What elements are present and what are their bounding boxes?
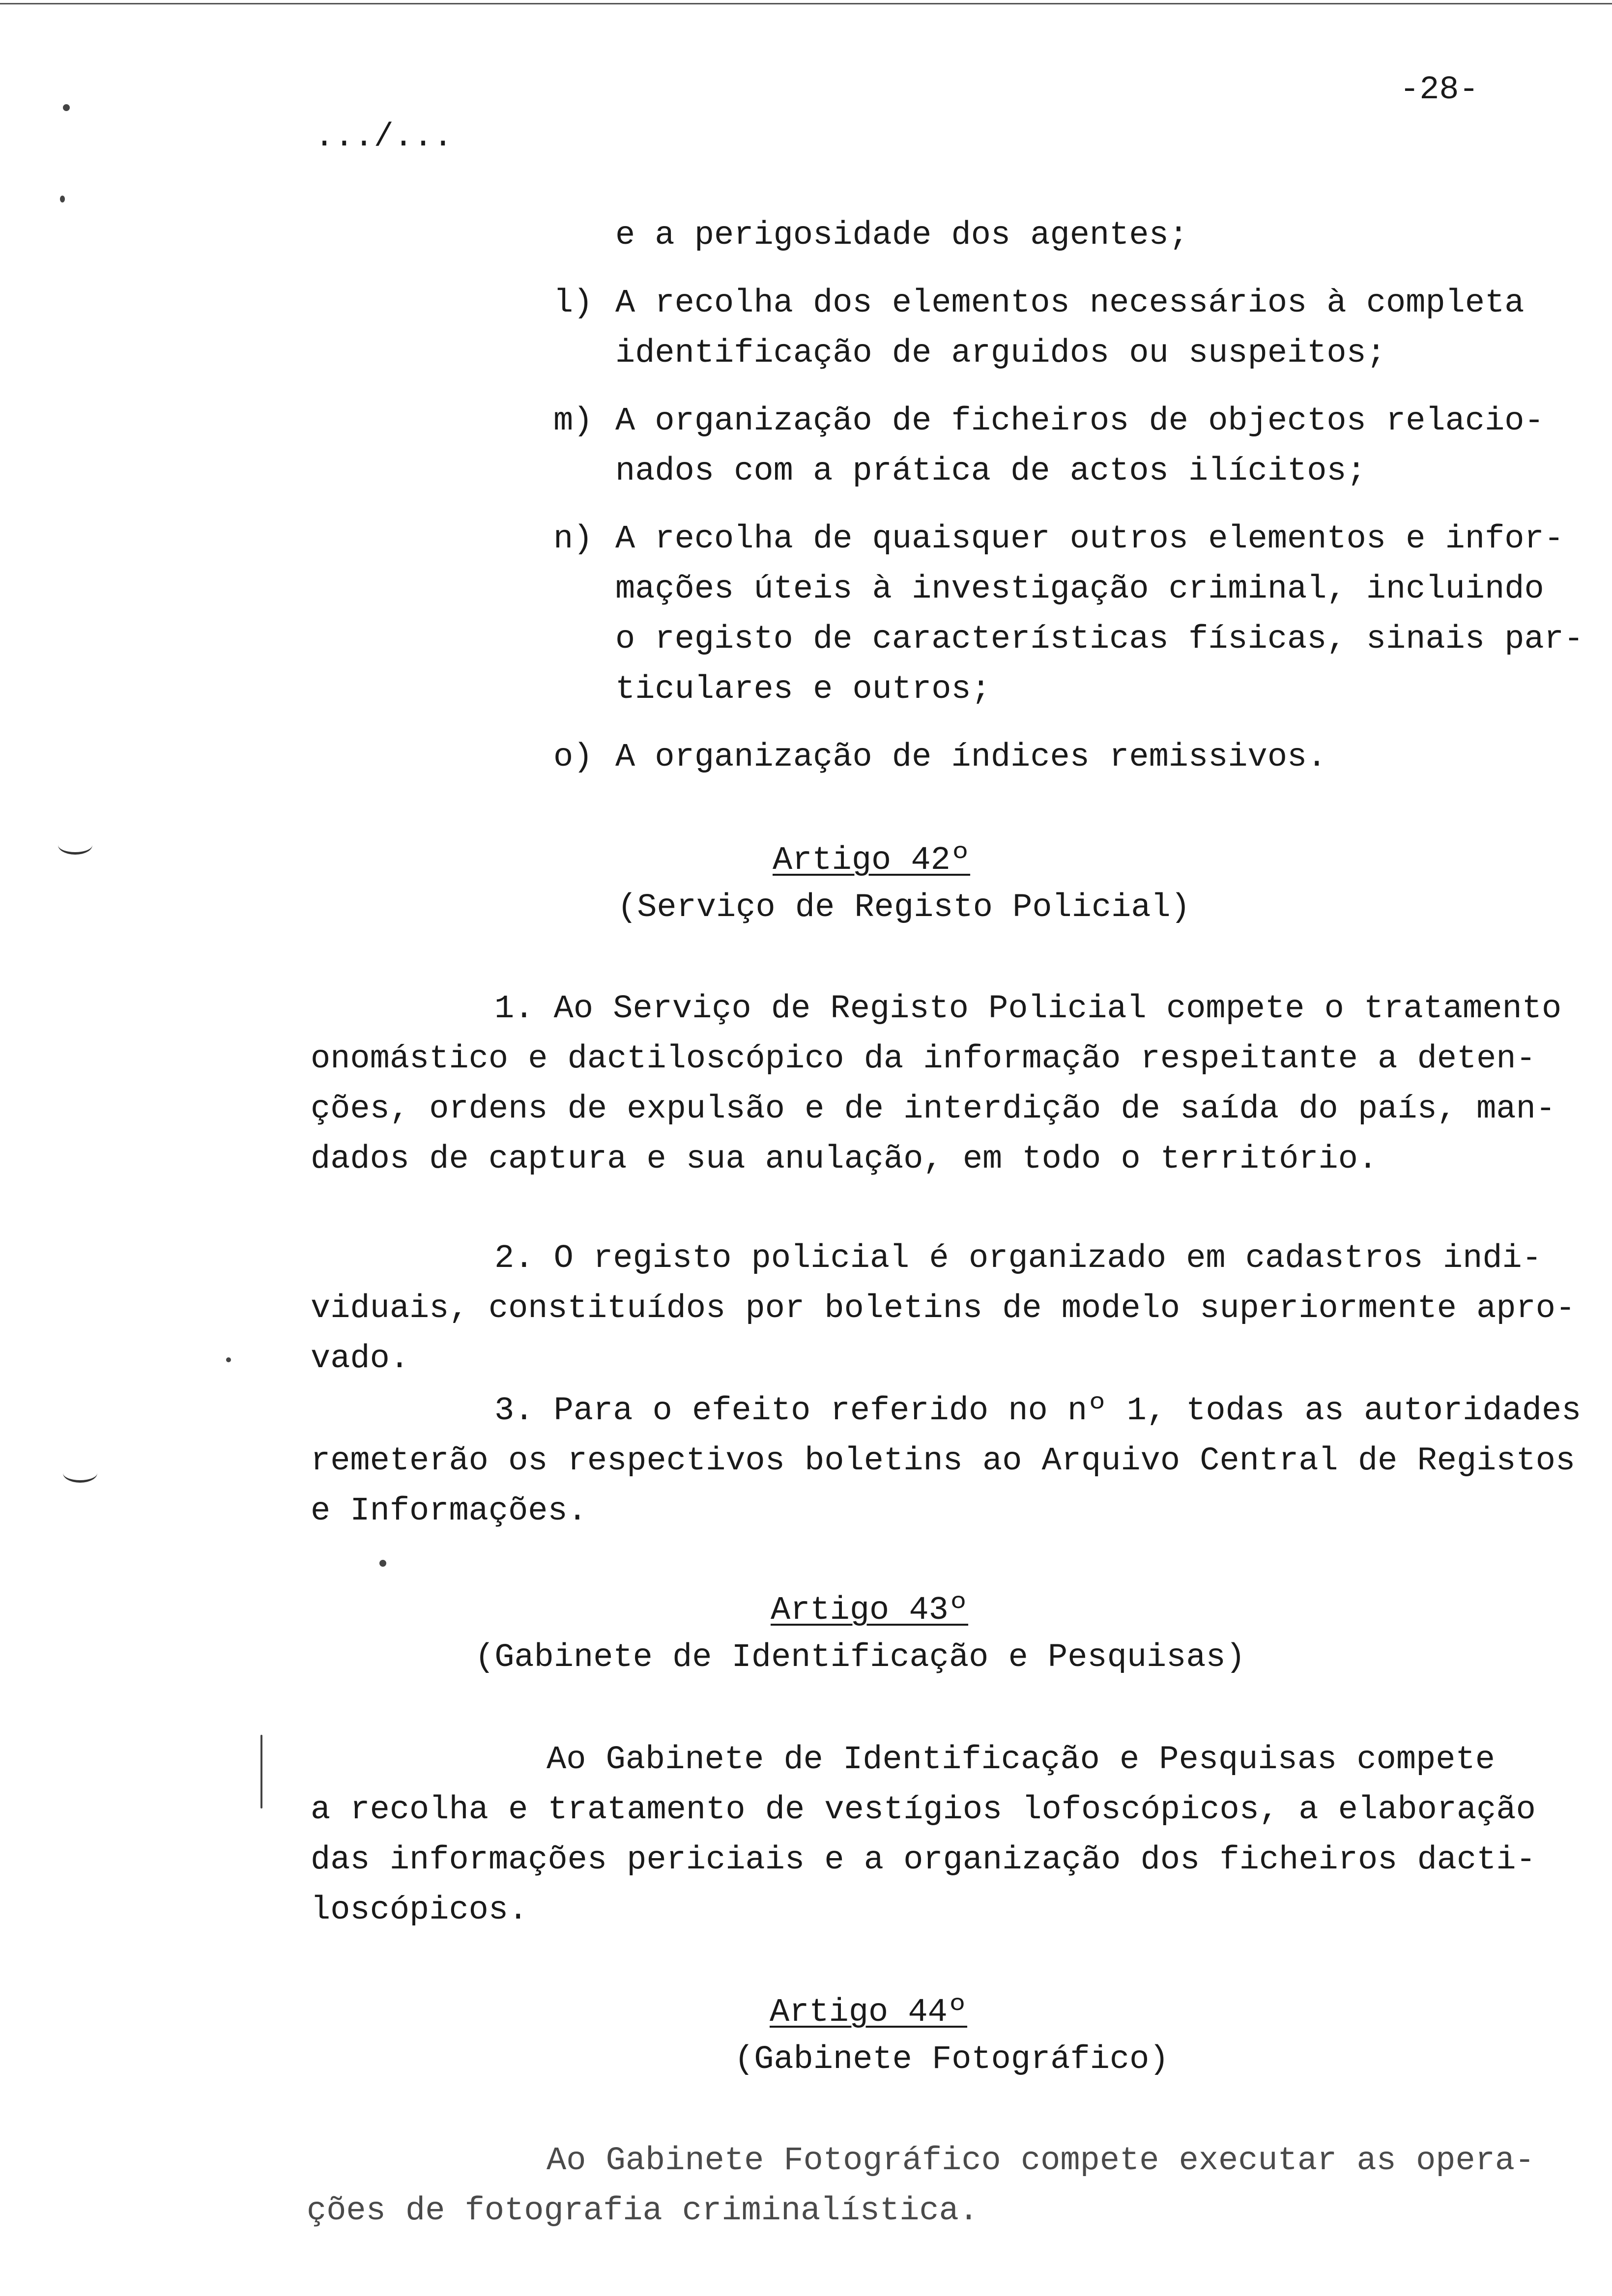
paragraph-line: ções de fotografia criminalística. [307, 2192, 979, 2230]
list-item-line: A recolha dos elementos necessários à completa [615, 285, 1525, 322]
paragraph-line: loscópicos. [311, 1892, 528, 1929]
paragraph-line: onomástico e dactiloscópico da informação respeitante a deten- [311, 1040, 1536, 1078]
binding-hole-mark [58, 835, 92, 855]
list-item-label: n) [553, 520, 593, 558]
article-43-subtitle: (Gabinete de Identificação e Pesquisas) [475, 1639, 1246, 1676]
top-edge-rule [0, 3, 1612, 4]
paragraph-line: viduais, constituídos por boletins de modelo superiormente apro- [311, 1290, 1576, 1327]
article-44-heading: Artigo 44º [770, 1994, 968, 2031]
list-item-line: o registo de características físicas, sinais par- [615, 621, 1584, 658]
list-item-line: mações úteis à investigação criminal, incluindo [615, 571, 1544, 608]
article-42-subtitle: (Serviço de Registo Policial) [617, 889, 1190, 926]
page-number: -28- [1400, 71, 1479, 109]
continuation-marker: .../... [315, 118, 453, 156]
paragraph-line: 1. Ao Serviço de Registo Policial compete o tratamento [494, 990, 1562, 1028]
scan-speck [63, 104, 70, 111]
scan-speck [60, 196, 65, 202]
article-43-heading: Artigo 43º [771, 1592, 969, 1629]
article-42-heading: Artigo 42º [773, 842, 971, 879]
list-item-line: ticulares e outros; [615, 671, 991, 708]
paragraph-line: das informações periciais e a organização dos ficheiros dacti- [311, 1841, 1536, 1879]
paragraph-line: dados de captura e sua anulação, em todo o território. [311, 1141, 1378, 1178]
paragraph-line: Ao Gabinete de Identificação e Pesquisas compete [547, 1741, 1495, 1779]
paragraph-line: Ao Gabinete Fotográfico compete executar as opera- [547, 2142, 1535, 2180]
article-44-subtitle: (Gabinete Fotográfico) [734, 2041, 1169, 2078]
paragraph-line: remeterão os respectivos boletins ao Arquivo Central de Registos [311, 1442, 1576, 1480]
list-item-line: A organização de ficheiros de objectos relacio- [615, 402, 1544, 440]
scan-speck [226, 1357, 231, 1362]
paragraph-line: 2. O registo policial é organizado em cadastros indi- [494, 1240, 1542, 1277]
list-item-line: identificação de arguidos ou suspeitos; [615, 335, 1386, 372]
paragraph-line: vado. [311, 1340, 410, 1378]
list-item-line: A organização de índices remissivos. [615, 739, 1327, 776]
scan-speck [379, 1560, 386, 1567]
paragraph-line: ções, ordens de expulsão e de interdição de saída do país, man- [311, 1091, 1556, 1128]
binding-hole-mark [63, 1464, 97, 1483]
list-item-label: o) [553, 739, 593, 776]
paragraph-line: 3. Para o efeito referido no nº 1, todas as autoridades [494, 1392, 1582, 1430]
list-item-label: l) [553, 285, 593, 322]
list-item-line: nados com a prática de actos ilícitos; [615, 453, 1366, 490]
margin-line-mark [260, 1735, 262, 1808]
list-item-label: m) [553, 402, 593, 440]
paragraph-line: a recolha e tratamento de vestígios lofoscópicos, a elaboração [311, 1791, 1536, 1829]
list-item-k-tail: e a perigosidade dos agentes; [615, 217, 1188, 254]
paragraph-line: e Informações. [311, 1492, 587, 1530]
list-item-line: A recolha de quaisquer outros elementos e infor- [615, 520, 1564, 558]
